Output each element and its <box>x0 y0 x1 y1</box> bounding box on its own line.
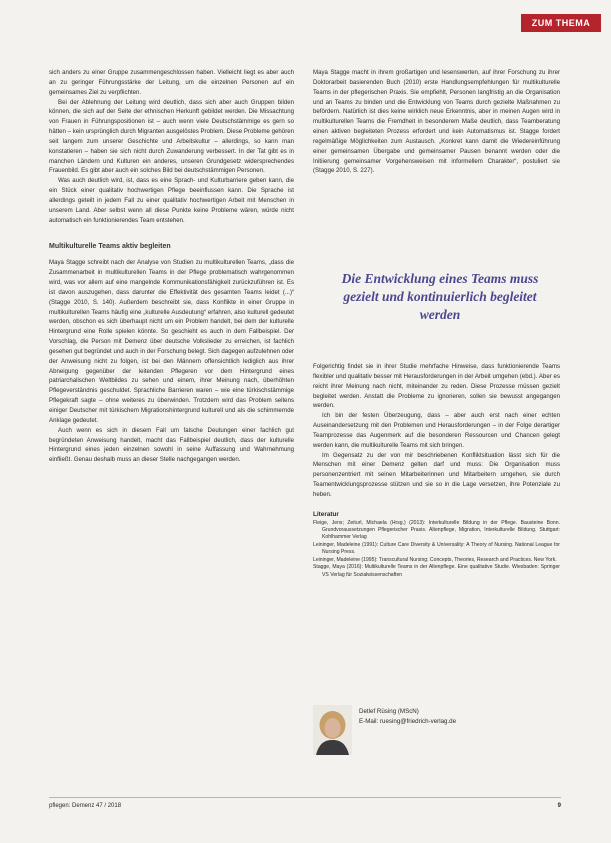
literature-item: Stagge, Maya (2016): Multikulturelle Teams in der Altenpflege. Eine qualitative Studie. Wiesbaden: Springer VS Verlag für Sozialwissenschaften <box>313 564 560 578</box>
right-paragraph: Maya Stagge macht in ihrem großartigen und lesenswerten, auf ihrer Forschung zu ihrer Doktorarbeit basierenden Buch (2010) erste Handlungsempfehlungen für multikulturelle Teams in der pflegerischen Praxis. Sie empfiehlt, Personen langfristig an die Organisation und an Teams zu binden und die Entwicklung von Teams durch gezielte Maßnahmen zu befördern. Natürlich ist dies keine wirklich neue Erkenntnis, aber in meinen Augen wird in multikulturellen Teams die Fremdheit in besonderem Maße deutlich, dass Teamberatung einen aktiven begleiteten Prozess erfordert und kein Automatismus ist. Stagge fordert regelmäßige Möglichkeiten zum Austausch. „Konkret kann damit die Wiedereinführung einer gemeinsamen Übergabe und gemeinsamer Pausen benannt werden oder die Initiierung gemeinsamer Vorgehensweisen mit informellem Charakter“, postuliert sie (Stagge 2010, S. 227). <box>313 69 560 175</box>
page-number: 9 <box>557 803 561 809</box>
footer-issue: pflegen: Demenz 47 / 2018 <box>49 803 122 809</box>
literature-title: Literatur <box>313 510 339 518</box>
literature-item: Leininger, Madeleine (1995): Transcultural Nursing: Concepts, Theories, Research and Practices. New York. <box>313 556 557 563</box>
left-column <box>49 68 294 465</box>
right-paragraph: Im Gegensatz zu der von mir beschriebenen Konfliktsituation lässt sich für die Menschen mit einer Demenz gelten darf und muss: Die Organisation muss personenzentriert mit seinen Mitarbeiterinnen und Mitarbeitern umgehen, sie durch Teamentwicklungsprozesse stützen und sie so in die Lage versetzen, ihre Potenziale zu heben. <box>313 451 560 498</box>
footer-divider <box>49 797 561 798</box>
literature-item: Fleige, Jens; Zeiturl, Michaela (Hrsg.) (2013): Interkulturelle Bildung in der Pflege. Bausteine Bonn. Grundvoraussetzungen Pflegerischer Praxis. Altenpflege, Migration, Interkulturelle Bildung. Stuttgart: Kohlhammer Verlag <box>313 519 560 541</box>
left-paragraph: Auch wenn es sich in diesem Fall um falsche Deutungen einer fachlich gut begründeten Anweisung handelt, macht das Fallbeispiel deutlich, dass der kulturelle Hintergrund eines jeden einzelnen sowohl in seine Auffassung und Wahrnehmung einfließt. Genau deshalb muss an dieser Stelle nachgegangen werden. <box>49 426 294 464</box>
left-paragraph: Maya Stagge schreibt nach der Analyse von Studien zu multikulturellen Teams, „dass die Zusammenarbeit in multikulturellen Teams in der Pflege problematisch wahrgenommen wird, was vor allem auf eine mangelnde Kommunikationsfähigkeit zurückzuführen ist. Es ist davon auszugehen, dass darunter die Effektivität des gesamten Teams leidet (...)“ (Stagge 2010, S. 140). Außerdem beschreibt sie, dass Konflikte in einer Gruppe in multikulturellen Teams häufig eine „kulturelle Ausdeutung“ erfahren, also kulturell gedeutet werden, obschon es sich überhaupt nicht um ein Problem handelt, bei dem der kulturelle Hintergrund eine Rolle spielen könnte. So geschieht es auch in dem Fallbeispiel. Der Vorschlag, die Person mit Demenz über deutsche Volkslieder zu erreichen, ist fachlich gesehen gut begründet und auch in der Forschung belegt. Sich dagegen aufzulehnen oder der Anweisung nicht zu folgen, ist bei den Männern offensichtlich lediglich aus ihrer Abneigung gegenüber der leitenden Pflegeren vor dem Hintergrund eines patriarchalischen Weltbildes zu sehen und einem, ihrer Meinung nach, überhöhten Pflegeverständnis geschuldet. Sprachliche Barrieren waren – wie eine türkischstämmige Pflegekraft sagte – ohne weiteres zu überwinden. Trotzdem wird das Problem seitens einiger Deutscher mit türkischem Migrationshintergrund kulturell und als die schimmernde Anklage gedeutet. <box>49 259 294 424</box>
left-paragraph: Was auch deutlich wird, ist, dass es eine Sprach- und Kulturbarriere geben kann, die ein Stück einer qualitativ hochwertigen Pflege beeinflussen kann. Die Sprache ist allerdings geteilt in jedem Fall zu einer qualitativ hochwertigen Arbeit mit Menschen in unserem Land. Aber selbst wenn all diese Punkte keine Probleme wären, würde nicht automatisch ein funktionierendes Team entstehen. <box>49 177 294 224</box>
section-tag: ZUM THEMA <box>521 14 601 32</box>
right-paragraph: Ich bin der festen Überzeugung, dass – aber auch erst nach einer echten Auseinandersetzung mit den Problemen und Herausforderungen – in der Folge derartiger Teamprozesse das Augenmerk auf die besonderen Ressourcen und Chancen gelegt werden kann, die multikulturelle Teams mit sich bringen. <box>313 412 560 449</box>
right-column-top <box>313 68 560 176</box>
literature-item: Leininger, Madeleine (1991): Culture Care Diversity & Universality: A Theory of Nursing. National League for Nursing Press. <box>313 541 560 555</box>
literature-list <box>313 520 560 579</box>
pull-quote: Die Entwicklung eines Teams muss gezielt und kontinuierlich begleitet werden <box>341 271 539 322</box>
person-icon <box>313 705 352 755</box>
section-heading: Multikulturelle Teams aktiv begleiten <box>49 242 171 250</box>
right-column-bottom <box>313 362 560 579</box>
left-paragraph: sich anders zu einer Gruppe zusammengeschlossen haben. Vielleicht liegt es aber auch an zu geringer Führungsstärke der Leitung, um die einzelnen Personen auf ein gemeinsames Ziel zu verpflichten. <box>49 69 294 96</box>
author-photo <box>313 705 352 755</box>
author-name: Detlef Rüsing (MScN) <box>359 708 419 715</box>
author-email: E-Mail: ruesing@friedrich-verlag.de <box>359 718 457 725</box>
left-paragraph: Bei der Ablehnung der Leitung wird deutlich, dass sich aber auch Gruppen bilden können, die sich auf der Seite der ethnischen Herkunft gebildet werden. Die Missachtung von Frauen in Führungspositionen ist – auch wenn viele Deutschstämmige es gern so hätten – kein ursprünglich durch Migranten ausgelöstes Problem. Diese Probleme gehören seit langem zum unserer Geschichte und Arbeitskultur – allerdings, so kann man konstatieren – haben sie sich nicht durch Zuwanderung verbessert. In der Tat gibt es in manchen Ländern und Kulturen ein anderes, unseren Grundgesetz widersprechendes Frauenbild. Es gibt aber auch ein solches Bild bei deutschstämmigen Personen. <box>49 98 294 175</box>
right-paragraph: Folgerichtig findet sie in ihrer Studie mehrfache Hinweise, dass funktionierende Teams flexibler und qualitativ besser mit Herausforderungen in der Arbeit umgehen (ebd.). Aber es reicht ihrer Meinung nach nicht, miteinander zu reden. Diese Prozesse müssen gezielt begleitet werden. Anstatt die Probleme zu ignorieren, sollen sie bewusst angegangen werden. <box>313 363 560 410</box>
author-box <box>313 705 563 757</box>
